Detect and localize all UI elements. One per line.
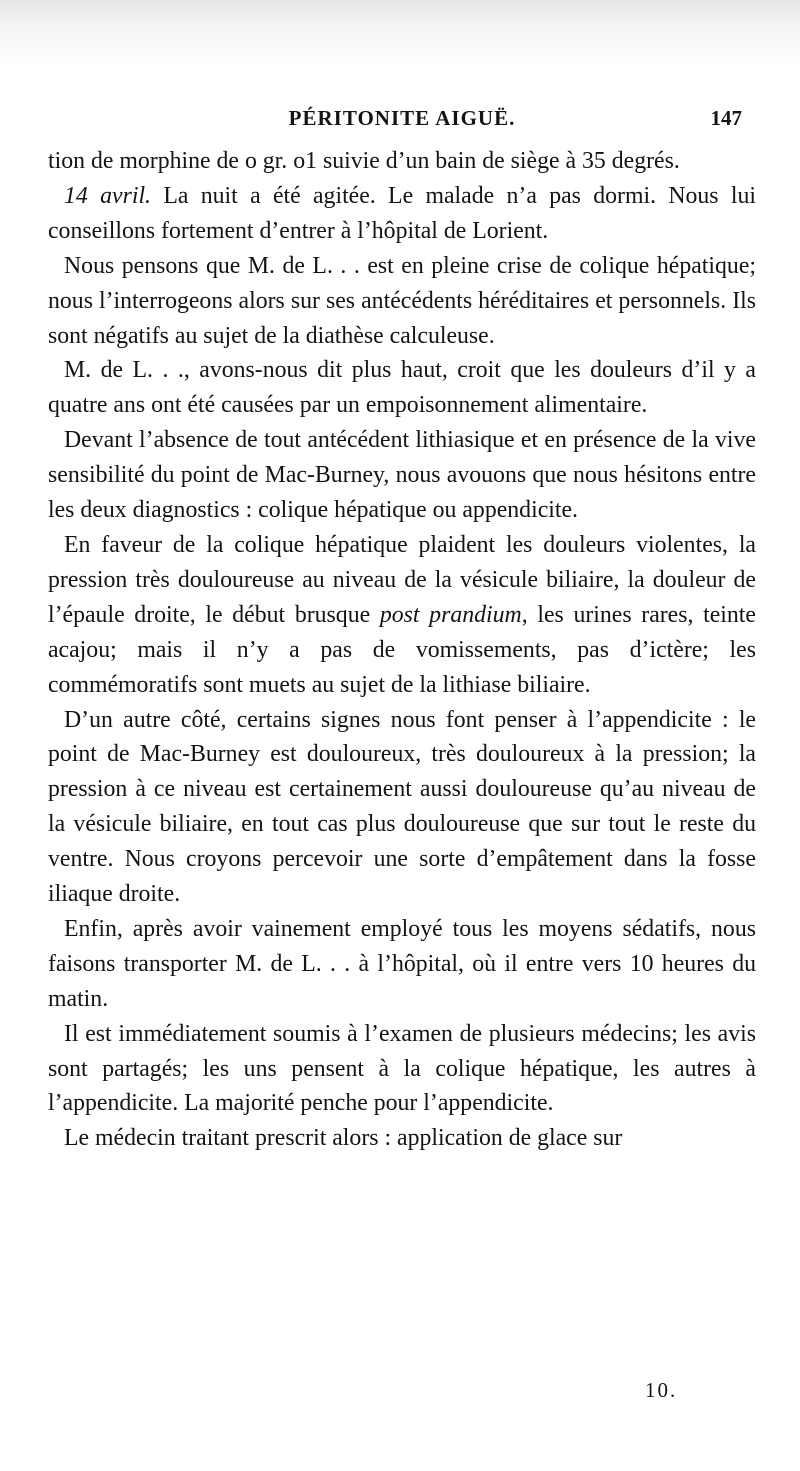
text-run: En faveur de la colique hépatique plaident les douleurs violentes, la pression très douloureuse au niveau de la vésicule biliaire, la douleur de l’épaule droite, le début brusque	[48, 531, 756, 628]
text-run: M. de L. . ., avons-nous dit plus haut, croit que les douleurs d’il y a quatre ans ont été causées par un empoisonnement alimentaire.	[48, 357, 756, 419]
italic-text-run: 14 avril.	[64, 182, 152, 209]
text-run: D’un autre côté, certains signes nous font penser à l’appendicite : le point de Mac-Burney est douloureux, très douloureux à la pression; la pression à ce niveau est certainement aussi douloureuse qu’au niveau de la vésicule biliaire, en tout cas plus douloureuse que sur tout le reste du ventre. Nous croyons percevoir une sorte d’empâtement dans la fosse iliaque droite.	[48, 706, 756, 908]
paragraph	[48, 423, 756, 528]
paragraph	[48, 179, 756, 249]
paragraph	[48, 353, 756, 423]
text-run: Le médecin traitant prescrit alors : application de glace sur	[64, 1125, 623, 1152]
text-run: Devant l’absence de tout antécédent lithiasique et en présence de la vive sensibilité du point de Mac-Burney, nous avouons que nous hésitons entre les deux diagnostics : colique hépatique ou appendicite.	[48, 427, 756, 524]
paragraph	[48, 528, 756, 703]
text-run: Il est immédiatement soumis à l’examen de plusieurs médecins; les avis sont partagés; les uns pensent à la colique hépatique, les autres à l’appendicite. La majorité penche pour l’appendicite.	[48, 1020, 756, 1117]
text-run: tion de morphine de o gr. o1 suivie d’un bain de siège à 35 degrés.	[48, 148, 680, 174]
page-header	[48, 106, 756, 140]
paragraph	[48, 249, 756, 354]
page-top-edge-shading	[0, 0, 800, 70]
text-run: , les urines rares, teinte acajou; mais il n’y a pas de vomissements, pas d’ictère; les commémoratifs sont muets au sujet de la lithiase biliaire.	[48, 601, 756, 698]
paragraph	[48, 144, 756, 179]
text-run: Enfin, après avoir vainement employé tous les moyens sédatifs, nous faisons transporter M. de L. . . à l’hôpital, où il entre vers 10 heures du matin.	[48, 915, 756, 1012]
page-number: 147	[710, 106, 742, 130]
paragraph	[48, 1017, 756, 1122]
paragraph	[48, 703, 756, 912]
signature-mark: 10.	[645, 1378, 678, 1402]
paragraph	[48, 912, 756, 1017]
paragraph	[48, 1121, 756, 1156]
body-text	[48, 144, 756, 1156]
italic-text-run: post prandium	[379, 601, 522, 628]
running-title: PÉRITONITE AIGUË.	[288, 106, 516, 130]
text-run: La nuit a été agitée. Le malade n’a pas dormi. Nous lui conseillons fortement d’entrer à l’hôpital de Lorient.	[48, 182, 757, 244]
text-run: Nous pensons que M. de L. . . est en pleine crise de colique hépatique; nous l’interrogeons alors sur ses antécédents héréditaires et personnels. Ils sont négatifs au sujet de la diathèse calculeuse.	[48, 252, 756, 349]
